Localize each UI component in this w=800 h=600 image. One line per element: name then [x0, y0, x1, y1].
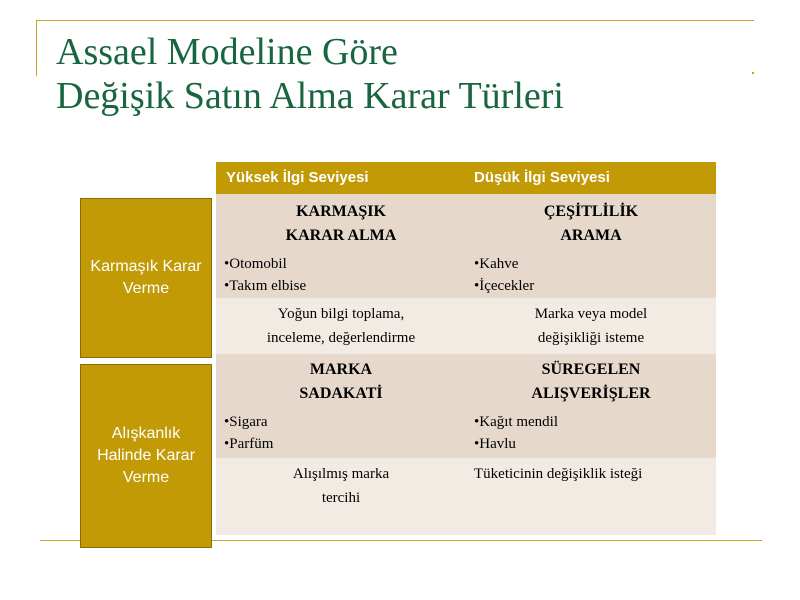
left-decor-line: [36, 20, 37, 76]
list-item: •İçecekler: [474, 278, 535, 294]
list-item: •Takım elbise: [224, 278, 307, 294]
cell-habit-high-note-2: tercihi: [321, 490, 361, 506]
cell-complex-high-note: [216, 302, 466, 350]
side-label-complex-decision: [80, 198, 212, 358]
cell-complex-low-heading-2: ARAMA: [560, 227, 622, 244]
cell-complex-low-bullets: [474, 253, 534, 297]
list-item: •Sigara: [224, 414, 268, 430]
cell-complex-low-note: [466, 302, 716, 350]
side-label-complex-text: Karmaşık Karar Verme: [90, 258, 202, 297]
cell-habit-high-heading: [216, 358, 466, 406]
cell-habit-high-bullets: [224, 411, 273, 455]
table-header-row: [216, 162, 716, 194]
cell-habit-high-heading-1: MARKA: [309, 361, 373, 378]
list-item: •Otomobil: [224, 256, 287, 272]
cell-complex-low-heading: [466, 200, 716, 248]
cell-habit-low-note-1: Tüketicinin değişiklik isteği: [474, 466, 643, 482]
list-item: •Kahve: [474, 256, 519, 272]
side-label-habitual-decision: [80, 364, 212, 548]
slide-title-line-2: Değişik Satın Alma Karar Türleri: [56, 75, 564, 117]
cell-complex-high-heading-1: KARMAŞIK: [296, 203, 386, 220]
cell-complex-low-note-1: Marka veya model: [534, 306, 648, 322]
cell-habit-low-heading: [466, 358, 716, 406]
cell-habit-high-note: [216, 462, 466, 510]
cell-complex-low-heading-1: ÇEŞİTLİLİK: [543, 203, 639, 220]
cell-complex-high-bullets: [224, 253, 306, 297]
list-item: •Havlu: [474, 436, 516, 452]
cell-habit-low-bullets: [474, 411, 558, 455]
cell-habit-low-heading-2: ALIŞVERİŞLER: [531, 385, 651, 402]
top-decor-line: [36, 20, 754, 21]
header-high-involvement: Yüksek İlgi Seviyesi: [226, 169, 369, 186]
list-item: •Parfüm: [224, 436, 274, 452]
cell-habit-high-heading-2: SADAKATİ: [299, 385, 383, 402]
cell-complex-high-heading-2: KARAR ALMA: [285, 227, 397, 244]
side-label-habitual-text: Alışkanlık Halinde Karar Verme: [97, 425, 195, 486]
cell-complex-low-note-2: değişikliği isteme: [537, 330, 645, 346]
list-item: •Kağıt mendil: [474, 414, 558, 430]
header-low-involvement: Düşük İlgi Seviyesi: [474, 169, 610, 186]
slide-title-line-1: Assael Modeline Göre: [56, 31, 398, 73]
cell-complex-high-note-2: inceleme, değerlendirme: [266, 330, 416, 346]
cell-habit-low-heading-1: SÜREGELEN: [541, 361, 641, 378]
cell-complex-high-heading: [216, 200, 466, 248]
cell-habit-high-note-1: Alışılmış marka: [292, 466, 390, 482]
cell-habit-low-note: [474, 462, 710, 486]
slide-title: [56, 30, 756, 118]
decision-matrix-table: [216, 162, 716, 535]
cell-complex-high-note-1: Yoğun bilgi toplama,: [277, 306, 405, 322]
